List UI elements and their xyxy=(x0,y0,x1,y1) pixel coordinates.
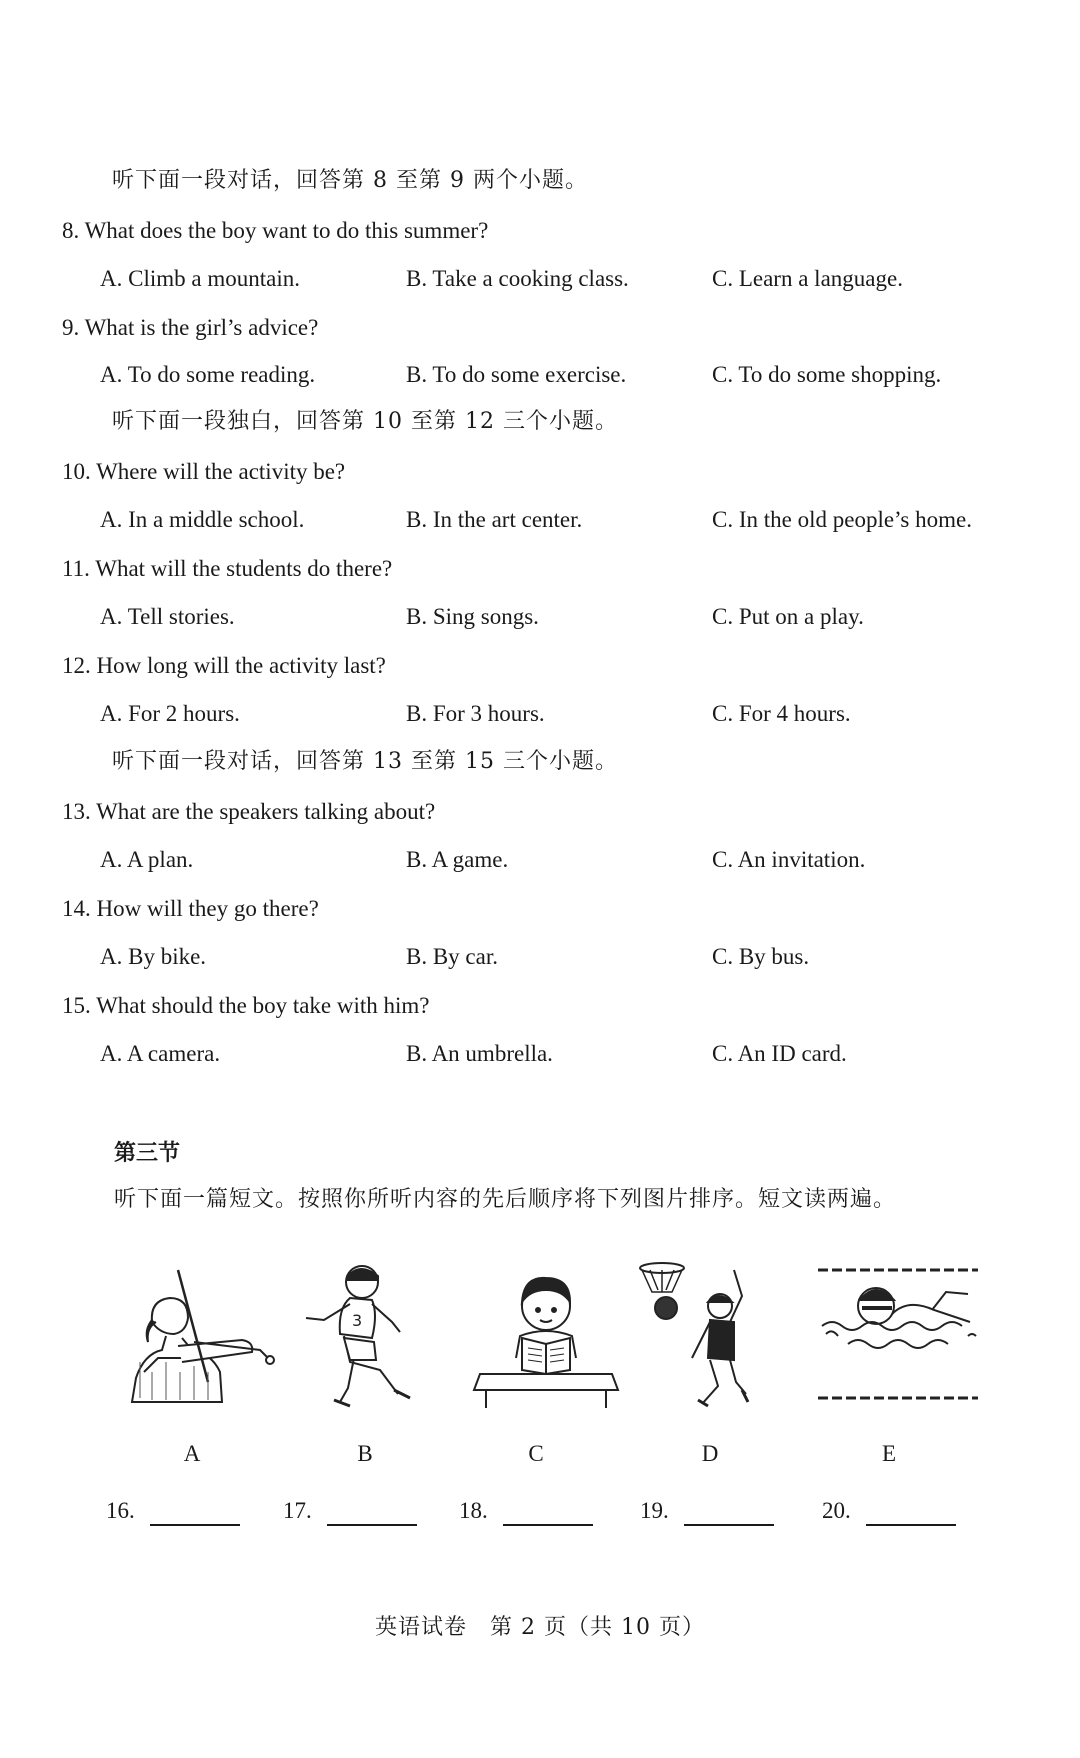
reading-boy-icon xyxy=(466,1262,626,1408)
picture-a-label: A xyxy=(183,1441,201,1466)
blank-16-line[interactable] xyxy=(150,1524,240,1526)
question-14: 14. How will they go there? xyxy=(62,896,319,921)
picture-d xyxy=(638,1262,798,1408)
q8-option-a[interactable]: A. Climb a mountain. xyxy=(100,266,300,291)
blank-17-line[interactable] xyxy=(327,1524,417,1526)
blank-20-number: 20. xyxy=(822,1498,851,1523)
q9-option-c[interactable]: C. To do some shopping. xyxy=(712,362,942,387)
q10-option-c[interactable]: C. In the old people’s home. xyxy=(712,507,972,532)
picture-a xyxy=(122,1262,282,1408)
violin-player-icon xyxy=(122,1262,282,1408)
q8-option-b[interactable]: B. Take a cooking class. xyxy=(406,266,629,291)
swimmer-icon xyxy=(818,1262,978,1408)
q14-option-b[interactable]: B. By car. xyxy=(406,944,498,969)
blank-20-line[interactable] xyxy=(866,1524,956,1526)
picture-e-label: E xyxy=(881,1441,897,1466)
question-8: 8. What does the boy want to do this summer? xyxy=(62,218,489,243)
blank-19-line[interactable] xyxy=(684,1524,774,1526)
section-3-title: 第三节 xyxy=(114,1141,181,1166)
q11-option-b[interactable]: B. Sing songs. xyxy=(406,604,539,629)
question-15: 15. What should the boy take with him? xyxy=(62,993,430,1018)
q11-option-c[interactable]: C. Put on a play. xyxy=(712,604,864,629)
question-9: 9. What is the girl’s advice? xyxy=(62,315,319,340)
section-3-instruction: 听下面一篇短文。按照你所听内容的先后顺序将下列图片排序。短文读两遍。 xyxy=(114,1187,897,1212)
q14-option-c[interactable]: C. By bus. xyxy=(712,944,810,969)
q13-option-a[interactable]: A. A plan. xyxy=(100,847,194,872)
q13-option-b[interactable]: B. A game. xyxy=(406,847,509,872)
q15-option-a[interactable]: A. A camera. xyxy=(100,1041,221,1066)
question-13: 13. What are the speakers talking about? xyxy=(62,799,436,824)
q9-option-a[interactable]: A. To do some reading. xyxy=(100,362,316,387)
q14-option-a[interactable]: A. By bike. xyxy=(100,944,207,969)
blank-17-number: 17. xyxy=(283,1498,312,1523)
q8-option-c[interactable]: C. Learn a language. xyxy=(712,266,903,291)
q15-option-b[interactable]: B. An umbrella. xyxy=(406,1041,553,1066)
picture-e xyxy=(818,1262,978,1408)
blank-16-number: 16. xyxy=(106,1498,135,1523)
q12-option-b[interactable]: B. For 3 hours. xyxy=(406,701,545,726)
question-10: 10. Where will the activity be? xyxy=(62,459,346,484)
instruction-dialog-13-15: 听下面一段对话，回答第 13 至第 15 三个小题。 xyxy=(112,749,618,774)
runner-icon xyxy=(294,1262,454,1408)
picture-c xyxy=(466,1262,626,1408)
picture-b-label: B xyxy=(357,1441,373,1466)
question-12: 12. How long will the activity last? xyxy=(62,653,386,678)
page-footer: 英语试卷 第 2 页（共 10 页） xyxy=(375,1615,705,1640)
basketball-player-icon xyxy=(638,1262,798,1408)
q9-option-b[interactable]: B. To do some exercise. xyxy=(406,362,627,387)
instruction-monologue-10-12: 听下面一段独白，回答第 10 至第 12 三个小题。 xyxy=(112,409,618,434)
q13-option-c[interactable]: C. An invitation. xyxy=(712,847,866,872)
picture-d-label: D xyxy=(701,1441,719,1466)
blank-18-number: 18. xyxy=(459,1498,488,1523)
picture-b xyxy=(294,1262,454,1408)
q12-option-a[interactable]: A. For 2 hours. xyxy=(100,701,240,726)
question-11: 11. What will the students do there? xyxy=(62,556,393,581)
q15-option-c[interactable]: C. An ID card. xyxy=(712,1041,847,1066)
blank-18-line[interactable] xyxy=(503,1524,593,1526)
picture-c-label: C xyxy=(528,1441,544,1466)
q12-option-c[interactable]: C. For 4 hours. xyxy=(712,701,851,726)
q10-option-b[interactable]: B. In the art center. xyxy=(406,507,583,532)
instruction-dialog-8-9: 听下面一段对话，回答第 8 至第 9 两个小题。 xyxy=(112,168,588,193)
q10-option-a[interactable]: A. In a middle school. xyxy=(100,507,305,532)
blank-19-number: 19. xyxy=(640,1498,669,1523)
svg-text:3: 3 xyxy=(352,1311,363,1330)
q11-option-a[interactable]: A. Tell stories. xyxy=(100,604,235,629)
